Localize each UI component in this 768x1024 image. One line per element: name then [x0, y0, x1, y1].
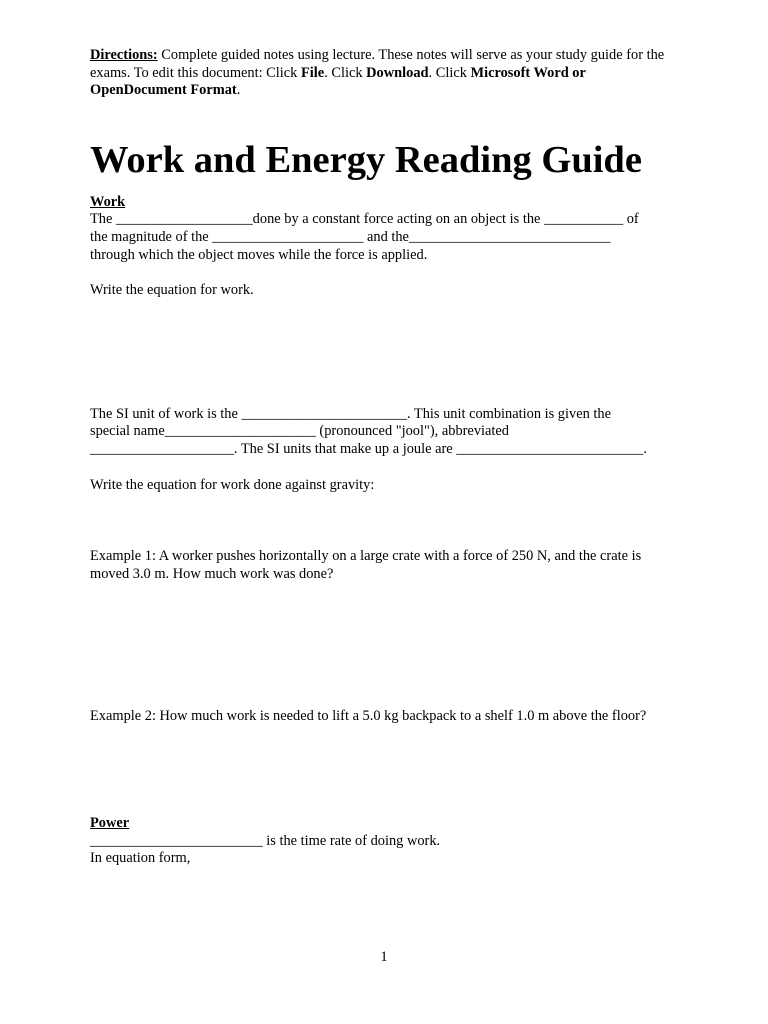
directions-label: Directions: [90, 47, 158, 63]
example-2: Example 2: How much work is needed to lift a 5.0 kg backpack to a shelf 1.0 m above the floor? [90, 708, 647, 725]
work-definition-line-1: The ___________________done by a constant force acting on an object is the ___________ of [90, 211, 639, 228]
directions-text-4: . [236, 82, 241, 99]
answer-space [90, 726, 682, 815]
example-1-line-2: moved 3.0 m. How much work was done? [90, 565, 334, 582]
work-definition-line-3: through which the object moves while the force is applied. [90, 246, 428, 263]
answer-space [90, 300, 682, 406]
work-equation-prompt: Write the equation for work. [90, 282, 254, 299]
work-definition-line-2: the magnitude of the _____________________ and the____________________________ [90, 228, 611, 245]
page-title: Work and Energy Reading Guide [90, 138, 642, 181]
power-definition: ________________________ is the time rate of doing work. [90, 832, 441, 849]
answer-space [90, 583, 682, 708]
directions-format: Microsoft Word or OpenDocument Format [90, 64, 586, 99]
directions-text-1: Complete guided notes using lecture. These notes will serve as your study guide for the exams. To edit this document: Click [90, 47, 665, 81]
answer-space [90, 494, 682, 548]
power-heading: Power [90, 814, 130, 831]
si-unit-line-2: special name_____________________ (pronounced "jool"), abbreviated [90, 423, 509, 440]
si-unit-line-3: ____________________. The SI units that make up a joule are __________________________. [90, 440, 647, 457]
directions-download: Download [366, 64, 429, 81]
gravity-equation-prompt: Write the equation for work done against gravity: [90, 476, 375, 493]
directions-paragraph [90, 47, 682, 100]
directions-file: File [300, 64, 325, 81]
si-unit-line-1: The SI unit of work is the _______________________. This unit combination is given the [90, 405, 611, 422]
power-equation-line: In equation form, [90, 850, 191, 867]
example-1-line-1: Example 1: A worker pushes horizontally on a large crate with a force of 250 N, and the crate is [90, 548, 642, 565]
directions-text-3: . Click [428, 64, 471, 81]
work-heading: Work [90, 193, 126, 210]
page-number: 1 [380, 949, 388, 965]
document-body [90, 47, 682, 868]
directions-text-2: . Click [324, 64, 367, 81]
